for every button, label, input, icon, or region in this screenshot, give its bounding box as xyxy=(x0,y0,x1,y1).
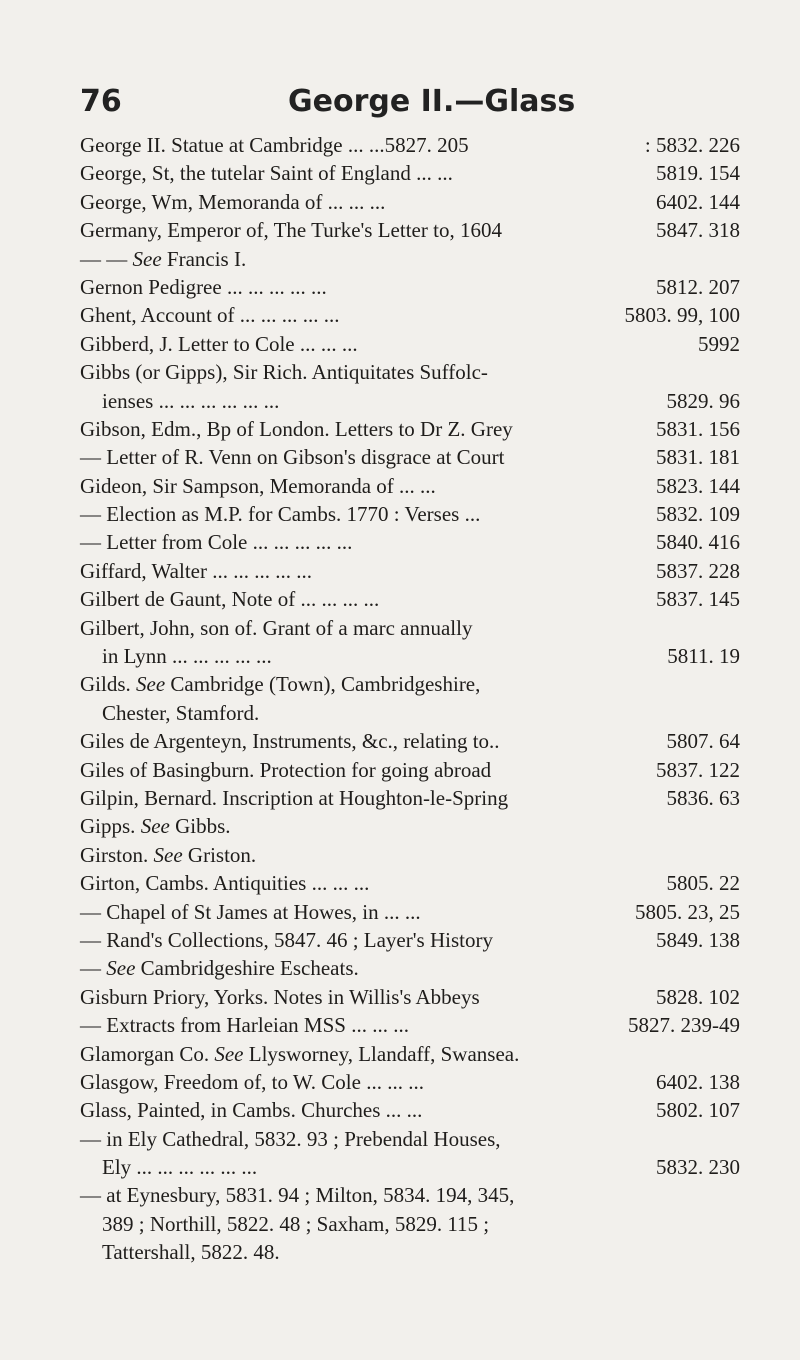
entry-reference: 5836. 63 xyxy=(666,785,740,810)
page-number: 76 xyxy=(80,84,122,119)
entry-reference: 5837. 145 xyxy=(656,587,740,612)
entry-text: Gilpin, Bernard. Inscription at Houghton-le-Spring xyxy=(80,785,509,810)
index-entry xyxy=(80,159,740,187)
index-entry-line xyxy=(80,841,740,869)
index-entry xyxy=(80,216,740,244)
index-entry-line xyxy=(80,301,740,329)
index-entry-line xyxy=(80,756,740,784)
entry-text: Germany, Emperor of, The Turke's Letter to, 1604 xyxy=(80,218,502,243)
entry-reference: 5807. 64 xyxy=(666,729,740,754)
index-entry xyxy=(80,585,740,613)
running-title: George II.—Glass xyxy=(288,84,576,119)
index-entry-line xyxy=(80,812,740,840)
entry-reference: 5811. 19 xyxy=(667,644,740,669)
index-entry-line xyxy=(80,1040,740,1068)
index-entry xyxy=(80,954,740,982)
index-entry-line xyxy=(80,699,740,727)
index-entry xyxy=(80,898,740,926)
entry-reference: 5837. 122 xyxy=(656,757,740,782)
index-entry xyxy=(80,841,740,869)
entry-reference: 5827. 239-49 xyxy=(628,1013,740,1038)
entry-text: Girton, Cambs. Antiquities ... ... ... xyxy=(80,871,370,896)
index-entry-line xyxy=(80,784,740,812)
entry-text: Gibson, Edm., Bp of London. Letters to Dr Z. Grey xyxy=(80,416,513,441)
entry-reference: 5831. 156 xyxy=(656,416,740,441)
entry-text: — Extracts from Harleian MSS ... ... ... xyxy=(80,1013,409,1038)
entry-reference: 5837. 228 xyxy=(656,558,740,583)
index-entry-line xyxy=(80,330,740,358)
index-entry-line xyxy=(80,1125,740,1153)
entry-reference: 5828. 102 xyxy=(656,984,740,1009)
index-entry-line xyxy=(80,585,740,613)
index-entry xyxy=(80,358,740,415)
index-entry xyxy=(80,1011,740,1039)
entry-text: Glass, Painted, in Cambs. Churches ... ... xyxy=(80,1098,423,1123)
entry-text: Gisburn Priory, Yorks. Notes in Willis's Abbeys xyxy=(80,984,480,1009)
entry-text: — Rand's Collections, 5847. 46 ; Layer's History xyxy=(80,927,493,952)
index-entry-line xyxy=(80,216,740,244)
entry-text: ienses ... ... ... ... ... ... xyxy=(102,388,280,413)
entry-reference: 5803. 99, 100 xyxy=(624,303,740,328)
index-entry xyxy=(80,330,740,358)
entry-text: — Letter from Cole ... ... ... ... ... xyxy=(80,530,353,555)
index-entry xyxy=(80,557,740,585)
entry-reference: 5832. 109 xyxy=(656,502,740,527)
index-entry xyxy=(80,131,740,159)
index-list xyxy=(80,131,740,1267)
index-entry-line xyxy=(80,387,740,415)
index-entry-line xyxy=(80,1181,740,1209)
entry-reference: 5829. 96 xyxy=(666,388,740,413)
index-entry-line xyxy=(80,159,740,187)
index-entry xyxy=(80,301,740,329)
index-entry xyxy=(80,1040,740,1068)
entry-reference: 5805. 22 xyxy=(666,871,740,896)
index-entry-line xyxy=(80,443,740,471)
index-entry xyxy=(80,188,740,216)
entry-text: — Letter of R. Venn on Gibson's disgrace at Court xyxy=(80,445,505,470)
index-entry xyxy=(80,1125,740,1182)
entry-text: Gipps. See Gibbs. xyxy=(80,814,231,839)
entry-text: Giffard, Walter ... ... ... ... ... xyxy=(80,558,312,583)
index-entry xyxy=(80,1068,740,1096)
entry-text: George, St, the tutelar Saint of England ... ... xyxy=(80,161,453,186)
index-entry-line xyxy=(80,1096,740,1124)
entry-text: — See Cambridgeshire Escheats. xyxy=(80,956,359,981)
entry-text: George, Wm, Memoranda of ... ... ... xyxy=(80,189,386,214)
index-entry xyxy=(80,784,740,812)
entry-reference: 5847. 318 xyxy=(656,218,740,243)
index-entry-line xyxy=(80,188,740,216)
entry-text: in Lynn ... ... ... ... ... xyxy=(102,644,272,669)
index-entry-line xyxy=(80,1238,740,1266)
entry-text: Gideon, Sir Sampson, Memoranda of ... ... xyxy=(80,473,436,498)
index-entry-line xyxy=(80,983,740,1011)
index-entry xyxy=(80,1096,740,1124)
index-entry xyxy=(80,727,740,755)
entry-text: — — See Francis I. xyxy=(80,246,247,271)
index-entry xyxy=(80,812,740,840)
index-entry-line xyxy=(80,727,740,755)
entry-text: Giles de Argenteyn, Instruments, &c., relating to.. xyxy=(80,729,500,754)
index-entry-line xyxy=(80,500,740,528)
index-entry xyxy=(80,926,740,954)
index-entry-line xyxy=(80,926,740,954)
entry-reference: 5823. 144 xyxy=(656,473,740,498)
entry-reference: 5805. 23, 25 xyxy=(635,899,740,924)
entry-text: Glamorgan Co. See Llysworney, Llandaff, Swansea. xyxy=(80,1041,520,1066)
page-header xyxy=(80,78,740,130)
index-entry-line xyxy=(80,358,740,386)
entry-reference: 5840. 416 xyxy=(656,530,740,555)
index-entry-line xyxy=(80,954,740,982)
entry-text: — Election as M.P. for Cambs. 1770 : Verses ... xyxy=(80,502,481,527)
entry-text: — at Eynesbury, 5831. 94 ; Milton, 5834. 194, 345, xyxy=(80,1183,515,1208)
entry-text: — in Ely Cathedral, 5832. 93 ; Prebendal Houses, xyxy=(80,1126,501,1151)
entry-reference: 5831. 181 xyxy=(656,445,740,470)
index-entry xyxy=(80,245,740,273)
entry-text: Gilbert de Gaunt, Note of ... ... ... ... xyxy=(80,587,380,612)
index-entry-line xyxy=(80,670,740,698)
index-entry-line xyxy=(80,472,740,500)
entry-reference: 6402. 144 xyxy=(656,189,740,214)
entry-text: Glasgow, Freedom of, to W. Cole ... ... ... xyxy=(80,1069,424,1094)
entry-text: Girston. See Griston. xyxy=(80,842,257,867)
index-entry xyxy=(80,983,740,1011)
entry-reference: 5802. 107 xyxy=(656,1098,740,1123)
index-entry-line xyxy=(80,1210,740,1238)
index-entry xyxy=(80,528,740,556)
entry-reference: 5992 xyxy=(698,331,740,356)
index-entry-line xyxy=(80,557,740,585)
entry-reference: 5812. 207 xyxy=(656,274,740,299)
entry-reference: : 5832. 226 xyxy=(644,133,740,157)
entry-text: Gernon Pedigree ... ... ... ... ... xyxy=(80,274,327,299)
entry-text: Ely ... ... ... ... ... ... xyxy=(102,1155,258,1180)
index-entry xyxy=(80,869,740,897)
index-entry xyxy=(80,756,740,784)
entry-text: Tattershall, 5822. 48. xyxy=(102,1240,280,1265)
index-entry-line xyxy=(80,869,740,897)
index-entry-line xyxy=(80,1153,740,1181)
entry-text: George II. Statue at Cambridge ... ...5827. 205 xyxy=(80,133,469,157)
index-entry-line xyxy=(80,1068,740,1096)
index-entry-line xyxy=(80,415,740,443)
entry-reference: 5832. 230 xyxy=(656,1155,740,1180)
index-entry-line xyxy=(80,131,740,159)
entry-text: 389 ; Northill, 5822. 48 ; Saxham, 5829. 115 ; xyxy=(102,1211,490,1236)
entry-text: Gilbert, John, son of. Grant of a marc annually xyxy=(80,615,473,640)
entry-text: — Chapel of St James at Howes, in ... ... xyxy=(80,899,421,924)
index-entry xyxy=(80,443,740,471)
index-entry xyxy=(80,415,740,443)
index-entry-line xyxy=(80,273,740,301)
entry-text: Gibbs (or Gipps), Sir Rich. Antiquitates Suffolc- xyxy=(80,360,488,385)
index-entry xyxy=(80,500,740,528)
index-entry-line xyxy=(80,642,740,670)
index-entry xyxy=(80,614,740,671)
entry-reference: 5819. 154 xyxy=(656,161,740,186)
entry-text: Chester, Stamford. xyxy=(102,700,260,725)
entry-text: Giles of Basingburn. Protection for going abroad xyxy=(80,757,492,782)
entry-text: Gibberd, J. Letter to Cole ... ... ... xyxy=(80,331,358,356)
index-entry xyxy=(80,472,740,500)
entry-reference: 5849. 138 xyxy=(656,927,740,952)
entry-reference: 6402. 138 xyxy=(656,1069,740,1094)
index-entry xyxy=(80,670,740,727)
index-entry-line xyxy=(80,528,740,556)
entry-text: Ghent, Account of ... ... ... ... ... xyxy=(80,303,340,328)
entry-text: Gilds. See Cambridge (Town), Cambridgeshire, xyxy=(80,672,481,697)
index-entry-line xyxy=(80,614,740,642)
index-entry xyxy=(80,273,740,301)
index-entry xyxy=(80,1181,740,1266)
index-entry-line xyxy=(80,245,740,273)
index-entry-line xyxy=(80,1011,740,1039)
index-entry-line xyxy=(80,898,740,926)
